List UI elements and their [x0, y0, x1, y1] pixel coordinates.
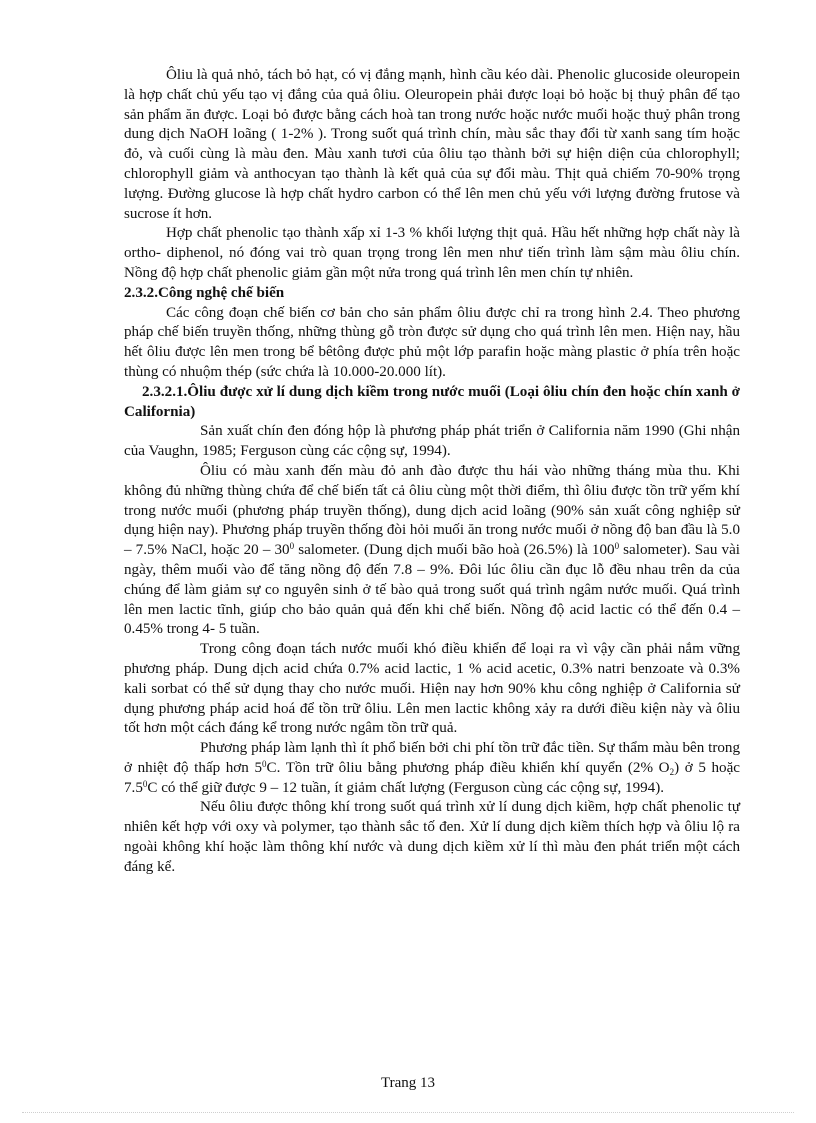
section-heading-2-3-2-1: 2.3.2.1.Ôliu được xử lí dung dịch kiềm trong nước muối (Loại ôliu chín đen hoặc chín xanh ở California) [124, 383, 740, 420]
document-body [124, 66, 740, 878]
paragraph-california-production: Sản xuất chín đen đóng hộp là phương pháp phát triển ở California năm 1990 (Ghi nhận của Vaughn, 1985; Ferguson cùng các cộng sự, 1994). [124, 423, 740, 460]
paragraph-cold-storage: Phương pháp làm lạnh thì ít phổ biến bởi chi phí tồn trữ đắc tiền. Sự thẩm màu bên trong ở nhiệt độ thấp hơn $5^0C$. Tồn trữ ôliu bằng phương pháp điều khiển khí quyển (2% $O_2$) ở 5 hoặc $7.5^0C$ có thể giữ được 9 – 12 tuần, ít giảm chất lượng (Ferguson cùng các cộng sự, 1994). [124, 740, 740, 796]
paragraph-processing-steps: Các công đoạn chế biến cơ bản cho sản phẩm ôliu được chỉ ra trong hình 2.4. Theo phương pháp chế biến truyền thống, những thùng gỗ tròn được sử dụng cho quá trình lên men. Hiện nay, hầu hết ôliu được lên men trong bể bêtông được phủ một lớp parafin hoặc màng plastic ở phía trên hoặc thùng có nhuộm thép (sức chứa là 10.000-20.000 lít). [124, 304, 740, 380]
section-heading-2-3-2: 2.3.2.Công nghệ chế biến [124, 284, 285, 301]
page-number: Trang 13 [380, 1075, 436, 1091]
page-bottom-divider [22, 1112, 794, 1113]
paragraph-acid-solution: Trong công đoạn tách nước muối khó điều khiển để loại ra vì vậy cần phải nắm vững phương pháp. Dung dịch acid chứa 0.7% acid lactic, 1 % acid acetic, 0.3% natri benzoate và 0.3% kali sorbat có thể sử dụng thay cho nước muối. Hiện nay hơn 90% khu công nghiệp ở California sử dụng phương pháp acid hoá để tồn trữ ôliu. Lên men lactic không xảy ra dưới điều kiện này và ôliu tốt hơn một cách đáng kể trong nước ngâm tồn trữ quả. [124, 641, 740, 737]
paragraph-phenolic-compounds: Hợp chất phenolic tạo thành xấp xỉ 1-3 % khối lượng thịt quả. Hầu hết những hợp chất này là ortho- diphenol, nó đóng vai trò quan trọng trong lên men như tiến trình làm sậm màu ôliu chín. Nồng độ hợp chất phenolic giảm gần một nửa trong quá trình lên men chín tự nhiên. [124, 225, 740, 281]
paragraph-aeration-black-color: Nếu ôliu được thông khí trong suốt quá trình xử lí dung dịch kiềm, hợp chất phenolic tự nhiên kết hợp với oxy và polymer, tạo thành sắc tố đen. Xử lí dung dịch kiềm thích hợp và ôliu lộ ra ngoài không khí hoặc làm thông khí nước và dung dịch kiềm xử lí thì màu đen phát triển một cách đáng kể. [124, 799, 740, 875]
paragraph-harvest-storage: Ôliu có màu xanh đến màu đỏ anh đào được thu hái vào những tháng mùa thu. Khi không đủ những thùng chứa để chế biến tất cả ôliu cùng một thời điểm, thì ôliu được tồn trữ yếm khí trong nước muối (phương pháp truyền thống), dung dịch acid loãng (90% sản xuất công nghiệp sử dụng hiện nay). Phương pháp truyền thống đòi hỏi muối ăn trong nước muối ở nồng độ ban đầu là 5.0 – 7.5% NaCl, hoặc $20 - 30^0$ salometer. (Dung dịch muối bão hoà (26.5%) là $100^0$ salometer). Sau vài ngày, thêm muối vào để tăng nồng độ đến 7.8 – 9%. Đôi lúc ôliu cần đục lỗ đều nhau trên da của chúng để làm giảm sự co nguyên sinh ở tế bào quả trong suốt quá trình ngâm nước muối. Quá trình lên men lactic tĩnh, giúp cho bảo quản quả đến khi chế biến. Nồng độ acid lactic có thể đến 0.4 – 0.45% trong 4- 5 tuần. [124, 462, 740, 638]
paragraph-olive-description: Ôliu là quả nhỏ, tách bỏ hạt, có vị đắng mạnh, hình cầu kéo dài. Phenolic glucoside oleuropein là hợp chất chủ yếu tạo vị đắng của quả ôliu. Oleuropein phải được loại bỏ hoặc bị thuỷ phân để tạo sản phẩm ăn được. Loại bỏ được bằng cách hoà tan trong nước hoặc nước muối hoặc thuỷ phân trong dung dịch NaOH loãng ( 1-2% ). Trong suốt quá trình chín, màu sắc thay đổi từ xanh sang tím hoặc đỏ, và cuối cùng là màu đen. Màu xanh tươi của ôliu tạo thành bởi sự hiện diện của chlorophyll; chlorophyll giảm và anthocyan tạo thành là kết quả của sự đổi màu. Thịt quả chiếm 70-90% trọng lượng. Đường glucose là hợp chất hydro carbon có thể lên men chủ yếu với lượng đường frutose và sucrose ít hơn. [124, 67, 740, 222]
